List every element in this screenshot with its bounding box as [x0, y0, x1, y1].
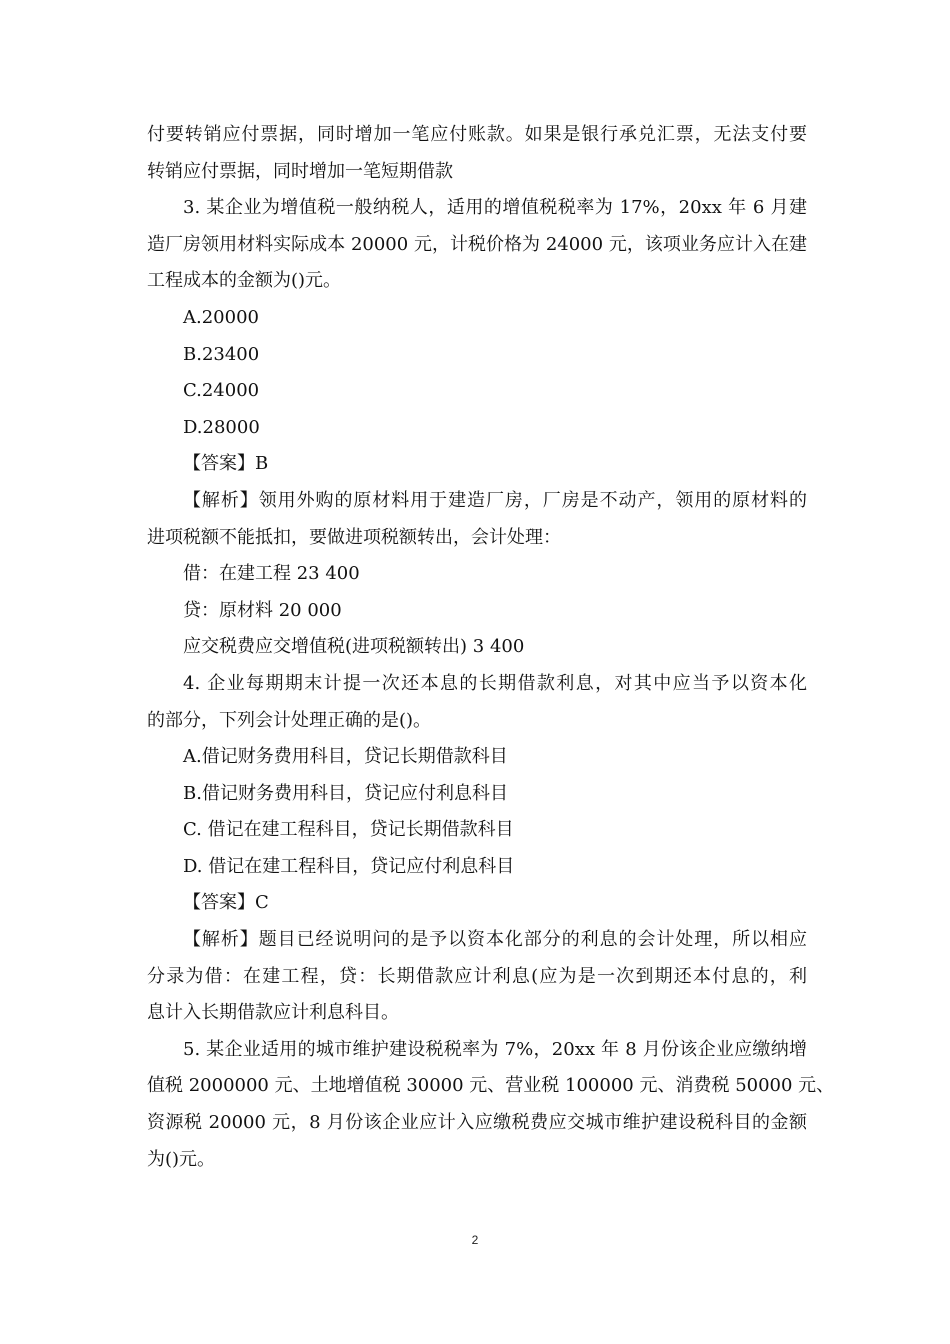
text-line: 4. 企业每期期末计提一次还本息的长期借款利息，对其中应当予以资本化 — [183, 672, 807, 694]
text-line: D. 借记在建工程科目，贷记应付利息科目 — [183, 855, 515, 877]
document-body — [147, 117, 835, 1178]
text-line: B.借记财务费用科目，贷记应付利息科目 — [183, 782, 508, 804]
text-line: 进项税额不能抵扣，要做进项税额转出，会计处理： — [147, 526, 561, 548]
text-line: 付要转销应付票据，同时增加一笔应付账款。如果是银行承兑汇票，无法支付要 — [147, 124, 807, 145]
text-line: 借：在建工程 23 400 — [183, 563, 360, 585]
text-line: 转销应付票据，同时增加一笔短期借款 — [147, 160, 453, 182]
text-line: C.24000 — [183, 380, 260, 402]
text-line: 分录为借：在建工程，贷：长期借款应计利息(应为是一次到期还本付息的，利 — [147, 965, 807, 987]
page-number: 2 — [471, 1233, 479, 1247]
text-line: C. 借记在建工程科目，贷记长期借款科目 — [183, 819, 514, 841]
text-line: D.28000 — [183, 416, 260, 438]
text-line: 资源税 20000 元，8 月份该企业应计入应缴税费应交城市维护建设税科目的金额 — [147, 1112, 807, 1134]
text-line: 【解析】领用外购的原材料用于建造厂房，厂房是不动产，领用的原材料的 — [183, 489, 807, 511]
text-line: 应交税费应交增值税(进项税额转出) 3 400 — [183, 636, 525, 658]
text-line: A.20000 — [183, 306, 259, 328]
text-line: 工程成本的金额为()元。 — [147, 270, 342, 292]
text-line: 贷：原材料 20 000 — [183, 599, 342, 621]
text-line: 5. 某企业适用的城市维护建设税税率为 7%，20xx 年 8 月份该企业应缴纳增 — [183, 1038, 807, 1060]
text-line: 的部分，下列会计处理正确的是()。 — [147, 709, 432, 731]
text-line: 【解析】题目已经说明问的是予以资本化部分的利息的会计处理，所以相应 — [183, 929, 807, 951]
text-line: 【答案】C — [183, 892, 269, 914]
text-line: 值税 2000000 元、土地增值税 30000 元、营业税 100000 元、消费税 50000 元、 — [147, 1075, 835, 1097]
text-line: 为()元。 — [147, 1148, 216, 1170]
text-line: 【答案】B — [183, 453, 269, 475]
text-line: 造厂房领用材料实际成本 20000 元，计税价格为 24000 元，该项业务应计入在建 — [147, 233, 807, 255]
text-line: A.借记财务费用科目，贷记长期借款科目 — [183, 746, 508, 768]
text-line: B.23400 — [183, 343, 260, 365]
text-line: 3. 某企业为增值税一般纳税人，适用的增值税税率为 17%，20xx 年 6 月建 — [183, 197, 807, 219]
text-line: 息计入长期借款应计利息科目。 — [147, 1002, 399, 1024]
